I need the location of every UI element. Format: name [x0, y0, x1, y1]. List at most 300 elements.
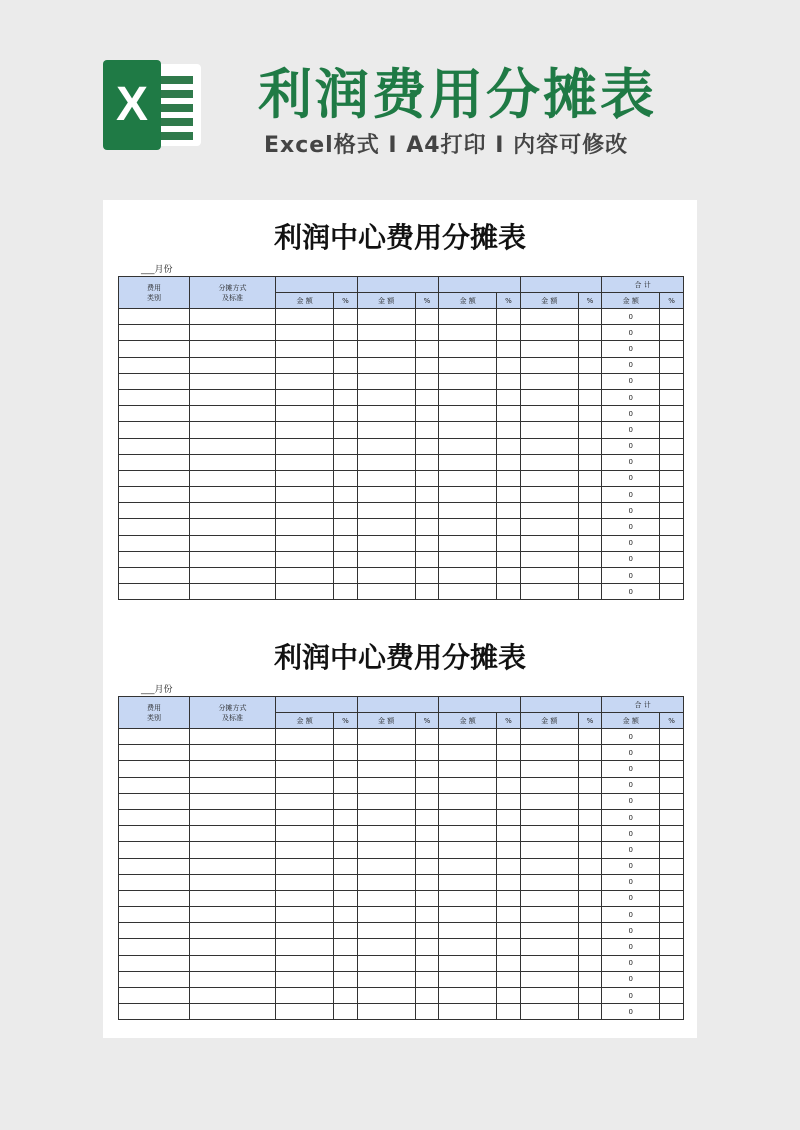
table-cell[interactable] [189, 551, 275, 567]
table-cell[interactable] [578, 503, 602, 519]
table-cell[interactable] [276, 1004, 334, 1020]
table-cell[interactable] [660, 584, 684, 600]
total-amount-cell[interactable]: 0 [602, 406, 660, 422]
table-cell[interactable] [276, 309, 334, 325]
table-cell[interactable] [119, 357, 190, 373]
table-cell[interactable] [334, 907, 358, 923]
table-cell[interactable] [578, 777, 602, 793]
table-cell[interactable] [415, 487, 439, 503]
total-amount-cell[interactable]: 0 [602, 874, 660, 890]
table-cell[interactable] [119, 809, 190, 825]
table-cell[interactable] [520, 309, 578, 325]
table-cell[interactable] [189, 373, 275, 389]
table-cell[interactable] [415, 470, 439, 486]
table-cell[interactable] [497, 373, 521, 389]
table-cell[interactable] [334, 325, 358, 341]
table-cell[interactable] [439, 341, 497, 357]
table-cell[interactable] [497, 422, 521, 438]
table-cell[interactable] [497, 357, 521, 373]
table-cell[interactable] [334, 309, 358, 325]
table-cell[interactable] [415, 551, 439, 567]
table-cell[interactable] [415, 761, 439, 777]
table-cell[interactable] [415, 826, 439, 842]
table-cell[interactable] [578, 826, 602, 842]
table-cell[interactable] [578, 939, 602, 955]
table-cell[interactable] [357, 487, 415, 503]
table-cell[interactable] [497, 389, 521, 405]
table-cell[interactable] [520, 341, 578, 357]
table-cell[interactable] [660, 389, 684, 405]
table-cell[interactable] [189, 503, 275, 519]
table-cell[interactable] [334, 357, 358, 373]
table-cell[interactable] [415, 874, 439, 890]
table-cell[interactable] [497, 858, 521, 874]
table-cell[interactable] [660, 341, 684, 357]
table-cell[interactable] [334, 1004, 358, 1020]
table-cell[interactable] [189, 729, 275, 745]
table-cell[interactable] [189, 890, 275, 906]
table-cell[interactable] [520, 438, 578, 454]
table-cell[interactable] [520, 890, 578, 906]
table-cell[interactable] [660, 729, 684, 745]
total-amount-cell[interactable]: 0 [602, 988, 660, 1004]
table-cell[interactable] [439, 858, 497, 874]
total-amount-cell[interactable]: 0 [602, 1004, 660, 1020]
table-cell[interactable] [415, 745, 439, 761]
total-amount-cell[interactable]: 0 [602, 551, 660, 567]
table-cell[interactable] [276, 923, 334, 939]
table-cell[interactable] [119, 729, 190, 745]
table-cell[interactable] [439, 777, 497, 793]
table-cell[interactable] [497, 535, 521, 551]
table-cell[interactable] [578, 454, 602, 470]
table-cell[interactable] [578, 971, 602, 987]
table-cell[interactable] [660, 793, 684, 809]
table-cell[interactable] [497, 890, 521, 906]
table-cell[interactable] [276, 406, 334, 422]
table-cell[interactable] [119, 955, 190, 971]
table-cell[interactable] [660, 1004, 684, 1020]
table-cell[interactable] [578, 745, 602, 761]
table-cell[interactable] [189, 422, 275, 438]
table-cell[interactable] [439, 519, 497, 535]
table-cell[interactable] [578, 955, 602, 971]
table-cell[interactable] [276, 325, 334, 341]
table-cell[interactable] [520, 519, 578, 535]
table-cell[interactable] [660, 890, 684, 906]
table-cell[interactable] [439, 438, 497, 454]
table-cell[interactable] [189, 923, 275, 939]
table-cell[interactable] [439, 325, 497, 341]
table-cell[interactable] [439, 422, 497, 438]
table-cell[interactable] [415, 907, 439, 923]
table-cell[interactable] [415, 988, 439, 1004]
month-field[interactable]: ___月份 [141, 265, 173, 275]
total-amount-cell[interactable]: 0 [602, 826, 660, 842]
table-cell[interactable] [520, 454, 578, 470]
table-cell[interactable] [357, 406, 415, 422]
table-cell[interactable] [119, 406, 190, 422]
table-cell[interactable] [660, 519, 684, 535]
table-cell[interactable] [119, 535, 190, 551]
table-cell[interactable] [415, 923, 439, 939]
table-cell[interactable] [520, 809, 578, 825]
total-amount-cell[interactable]: 0 [602, 761, 660, 777]
table-cell[interactable] [357, 438, 415, 454]
table-cell[interactable] [415, 729, 439, 745]
table-cell[interactable] [520, 470, 578, 486]
table-cell[interactable] [497, 955, 521, 971]
table-cell[interactable] [497, 923, 521, 939]
table-cell[interactable] [439, 373, 497, 389]
table-cell[interactable] [520, 422, 578, 438]
table-cell[interactable] [357, 761, 415, 777]
table-cell[interactable] [439, 406, 497, 422]
table-cell[interactable] [276, 809, 334, 825]
total-amount-cell[interactable]: 0 [602, 519, 660, 535]
table-cell[interactable] [439, 729, 497, 745]
table-cell[interactable] [497, 777, 521, 793]
table-cell[interactable] [520, 777, 578, 793]
table-cell[interactable] [334, 761, 358, 777]
table-cell[interactable] [415, 971, 439, 987]
table-cell[interactable] [578, 438, 602, 454]
table-cell[interactable] [334, 745, 358, 761]
table-cell[interactable] [660, 955, 684, 971]
table-cell[interactable] [189, 955, 275, 971]
table-cell[interactable] [578, 487, 602, 503]
table-cell[interactable] [189, 842, 275, 858]
table-cell[interactable] [660, 568, 684, 584]
table-cell[interactable] [439, 487, 497, 503]
table-cell[interactable] [119, 761, 190, 777]
table-cell[interactable] [276, 389, 334, 405]
table-cell[interactable] [276, 907, 334, 923]
table-cell[interactable] [578, 357, 602, 373]
table-cell[interactable] [660, 357, 684, 373]
total-amount-cell[interactable]: 0 [602, 842, 660, 858]
table-cell[interactable] [276, 487, 334, 503]
table-cell[interactable] [660, 939, 684, 955]
table-cell[interactable] [189, 777, 275, 793]
table-cell[interactable] [497, 519, 521, 535]
table-cell[interactable] [357, 988, 415, 1004]
table-cell[interactable] [357, 535, 415, 551]
table-cell[interactable] [334, 438, 358, 454]
table-cell[interactable] [276, 503, 334, 519]
table-cell[interactable] [439, 584, 497, 600]
total-amount-cell[interactable]: 0 [602, 858, 660, 874]
table-cell[interactable] [415, 373, 439, 389]
table-cell[interactable] [415, 357, 439, 373]
table-cell[interactable] [520, 955, 578, 971]
table-cell[interactable] [415, 309, 439, 325]
table-cell[interactable] [415, 584, 439, 600]
table-cell[interactable] [189, 389, 275, 405]
table-cell[interactable] [439, 874, 497, 890]
table-cell[interactable] [497, 503, 521, 519]
table-cell[interactable] [497, 761, 521, 777]
table-cell[interactable] [334, 890, 358, 906]
table-cell[interactable] [189, 519, 275, 535]
table-cell[interactable] [497, 325, 521, 341]
table-cell[interactable] [119, 389, 190, 405]
table-cell[interactable] [357, 568, 415, 584]
table-cell[interactable] [415, 777, 439, 793]
table-cell[interactable] [189, 584, 275, 600]
table-cell[interactable] [578, 373, 602, 389]
table-cell[interactable] [497, 939, 521, 955]
table-cell[interactable] [520, 325, 578, 341]
table-cell[interactable] [334, 519, 358, 535]
table-cell[interactable] [578, 470, 602, 486]
table-cell[interactable] [334, 503, 358, 519]
table-cell[interactable] [189, 1004, 275, 1020]
table-cell[interactable] [119, 858, 190, 874]
table-cell[interactable] [276, 584, 334, 600]
table-cell[interactable] [578, 988, 602, 1004]
table-cell[interactable] [357, 777, 415, 793]
total-amount-cell[interactable]: 0 [602, 729, 660, 745]
table-cell[interactable] [119, 422, 190, 438]
table-cell[interactable] [520, 568, 578, 584]
table-cell[interactable] [189, 907, 275, 923]
table-cell[interactable] [415, 1004, 439, 1020]
table-cell[interactable] [357, 842, 415, 858]
table-cell[interactable] [119, 519, 190, 535]
total-amount-cell[interactable]: 0 [602, 568, 660, 584]
table-cell[interactable] [334, 793, 358, 809]
table-cell[interactable] [119, 325, 190, 341]
table-cell[interactable] [439, 842, 497, 858]
table-cell[interactable] [334, 988, 358, 1004]
table-cell[interactable] [520, 858, 578, 874]
table-cell[interactable] [660, 826, 684, 842]
table-cell[interactable] [357, 357, 415, 373]
table-cell[interactable] [520, 988, 578, 1004]
table-cell[interactable] [334, 584, 358, 600]
table-cell[interactable] [415, 389, 439, 405]
table-cell[interactable] [189, 826, 275, 842]
table-cell[interactable] [119, 470, 190, 486]
table-cell[interactable] [276, 341, 334, 357]
total-amount-cell[interactable]: 0 [602, 438, 660, 454]
table-cell[interactable] [520, 487, 578, 503]
table-cell[interactable] [119, 503, 190, 519]
table-cell[interactable] [189, 470, 275, 486]
table-cell[interactable] [357, 519, 415, 535]
table-cell[interactable] [439, 939, 497, 955]
table-cell[interactable] [189, 325, 275, 341]
table-cell[interactable] [578, 568, 602, 584]
table-cell[interactable] [357, 858, 415, 874]
table-cell[interactable] [276, 890, 334, 906]
table-cell[interactable] [660, 761, 684, 777]
table-cell[interactable] [119, 874, 190, 890]
table-cell[interactable] [497, 874, 521, 890]
table-cell[interactable] [276, 777, 334, 793]
table-cell[interactable] [119, 777, 190, 793]
table-cell[interactable] [578, 535, 602, 551]
table-cell[interactable] [276, 858, 334, 874]
table-cell[interactable] [415, 535, 439, 551]
table-cell[interactable] [357, 826, 415, 842]
table-cell[interactable] [660, 454, 684, 470]
table-cell[interactable] [357, 874, 415, 890]
total-amount-cell[interactable]: 0 [602, 745, 660, 761]
total-amount-cell[interactable]: 0 [602, 422, 660, 438]
table-cell[interactable] [497, 568, 521, 584]
table-cell[interactable] [276, 438, 334, 454]
table-cell[interactable] [357, 793, 415, 809]
table-cell[interactable] [497, 809, 521, 825]
table-cell[interactable] [439, 907, 497, 923]
table-cell[interactable] [189, 406, 275, 422]
table-cell[interactable] [119, 584, 190, 600]
table-cell[interactable] [578, 809, 602, 825]
table-cell[interactable] [439, 309, 497, 325]
table-cell[interactable] [439, 826, 497, 842]
month-field[interactable]: ___月份 [141, 685, 173, 695]
table-cell[interactable] [578, 406, 602, 422]
table-cell[interactable] [439, 955, 497, 971]
table-cell[interactable] [660, 745, 684, 761]
table-cell[interactable] [439, 761, 497, 777]
table-cell[interactable] [660, 438, 684, 454]
table-cell[interactable] [357, 389, 415, 405]
total-amount-cell[interactable]: 0 [602, 923, 660, 939]
table-cell[interactable] [520, 939, 578, 955]
table-cell[interactable] [334, 470, 358, 486]
table-cell[interactable] [415, 503, 439, 519]
table-cell[interactable] [578, 729, 602, 745]
table-cell[interactable] [334, 406, 358, 422]
table-cell[interactable] [189, 309, 275, 325]
table-cell[interactable] [189, 357, 275, 373]
total-amount-cell[interactable]: 0 [602, 955, 660, 971]
table-cell[interactable] [119, 454, 190, 470]
table-cell[interactable] [334, 809, 358, 825]
table-cell[interactable] [334, 454, 358, 470]
table-cell[interactable] [497, 551, 521, 567]
table-cell[interactable] [276, 761, 334, 777]
table-cell[interactable] [578, 858, 602, 874]
total-amount-cell[interactable]: 0 [602, 939, 660, 955]
table-cell[interactable] [334, 939, 358, 955]
table-cell[interactable] [119, 487, 190, 503]
table-cell[interactable] [439, 971, 497, 987]
table-cell[interactable] [357, 923, 415, 939]
table-cell[interactable] [189, 971, 275, 987]
table-cell[interactable] [439, 454, 497, 470]
table-cell[interactable] [119, 988, 190, 1004]
table-cell[interactable] [415, 406, 439, 422]
table-cell[interactable] [276, 745, 334, 761]
table-cell[interactable] [578, 793, 602, 809]
table-cell[interactable] [189, 988, 275, 1004]
total-amount-cell[interactable]: 0 [602, 470, 660, 486]
table-cell[interactable] [497, 487, 521, 503]
table-cell[interactable] [357, 1004, 415, 1020]
table-cell[interactable] [497, 406, 521, 422]
table-cell[interactable] [578, 923, 602, 939]
table-cell[interactable] [520, 1004, 578, 1020]
table-cell[interactable] [357, 341, 415, 357]
table-cell[interactable] [578, 761, 602, 777]
table-cell[interactable] [497, 341, 521, 357]
table-cell[interactable] [497, 454, 521, 470]
table-cell[interactable] [119, 1004, 190, 1020]
table-cell[interactable] [497, 745, 521, 761]
table-cell[interactable] [497, 907, 521, 923]
table-cell[interactable] [334, 487, 358, 503]
total-amount-cell[interactable]: 0 [602, 809, 660, 825]
table-cell[interactable] [334, 777, 358, 793]
table-cell[interactable] [357, 955, 415, 971]
total-amount-cell[interactable]: 0 [602, 890, 660, 906]
table-cell[interactable] [578, 1004, 602, 1020]
table-cell[interactable] [660, 907, 684, 923]
table-cell[interactable] [520, 971, 578, 987]
table-cell[interactable] [357, 373, 415, 389]
table-cell[interactable] [415, 793, 439, 809]
table-cell[interactable] [189, 487, 275, 503]
total-amount-cell[interactable]: 0 [602, 487, 660, 503]
table-cell[interactable] [660, 858, 684, 874]
table-cell[interactable] [276, 842, 334, 858]
table-cell[interactable] [439, 1004, 497, 1020]
table-cell[interactable] [276, 568, 334, 584]
table-cell[interactable] [276, 551, 334, 567]
table-cell[interactable] [415, 939, 439, 955]
table-cell[interactable] [415, 325, 439, 341]
table-cell[interactable] [276, 454, 334, 470]
table-cell[interactable] [497, 470, 521, 486]
total-amount-cell[interactable]: 0 [602, 584, 660, 600]
total-amount-cell[interactable]: 0 [602, 373, 660, 389]
table-cell[interactable] [189, 939, 275, 955]
table-cell[interactable] [439, 809, 497, 825]
table-cell[interactable] [578, 422, 602, 438]
table-cell[interactable] [497, 438, 521, 454]
table-cell[interactable] [439, 890, 497, 906]
table-cell[interactable] [334, 826, 358, 842]
table-cell[interactable] [189, 341, 275, 357]
total-amount-cell[interactable]: 0 [602, 907, 660, 923]
table-cell[interactable] [660, 551, 684, 567]
table-cell[interactable] [357, 729, 415, 745]
table-cell[interactable] [415, 809, 439, 825]
table-cell[interactable] [520, 923, 578, 939]
table-cell[interactable] [357, 809, 415, 825]
table-cell[interactable] [334, 842, 358, 858]
table-cell[interactable] [497, 826, 521, 842]
table-cell[interactable] [660, 874, 684, 890]
table-cell[interactable] [189, 793, 275, 809]
table-cell[interactable] [497, 793, 521, 809]
table-cell[interactable] [334, 389, 358, 405]
total-amount-cell[interactable]: 0 [602, 389, 660, 405]
table-cell[interactable] [415, 341, 439, 357]
table-cell[interactable] [276, 971, 334, 987]
table-cell[interactable] [357, 325, 415, 341]
table-cell[interactable] [119, 842, 190, 858]
table-cell[interactable] [119, 745, 190, 761]
table-cell[interactable] [334, 858, 358, 874]
table-cell[interactable] [520, 761, 578, 777]
table-cell[interactable] [276, 422, 334, 438]
table-cell[interactable] [276, 729, 334, 745]
